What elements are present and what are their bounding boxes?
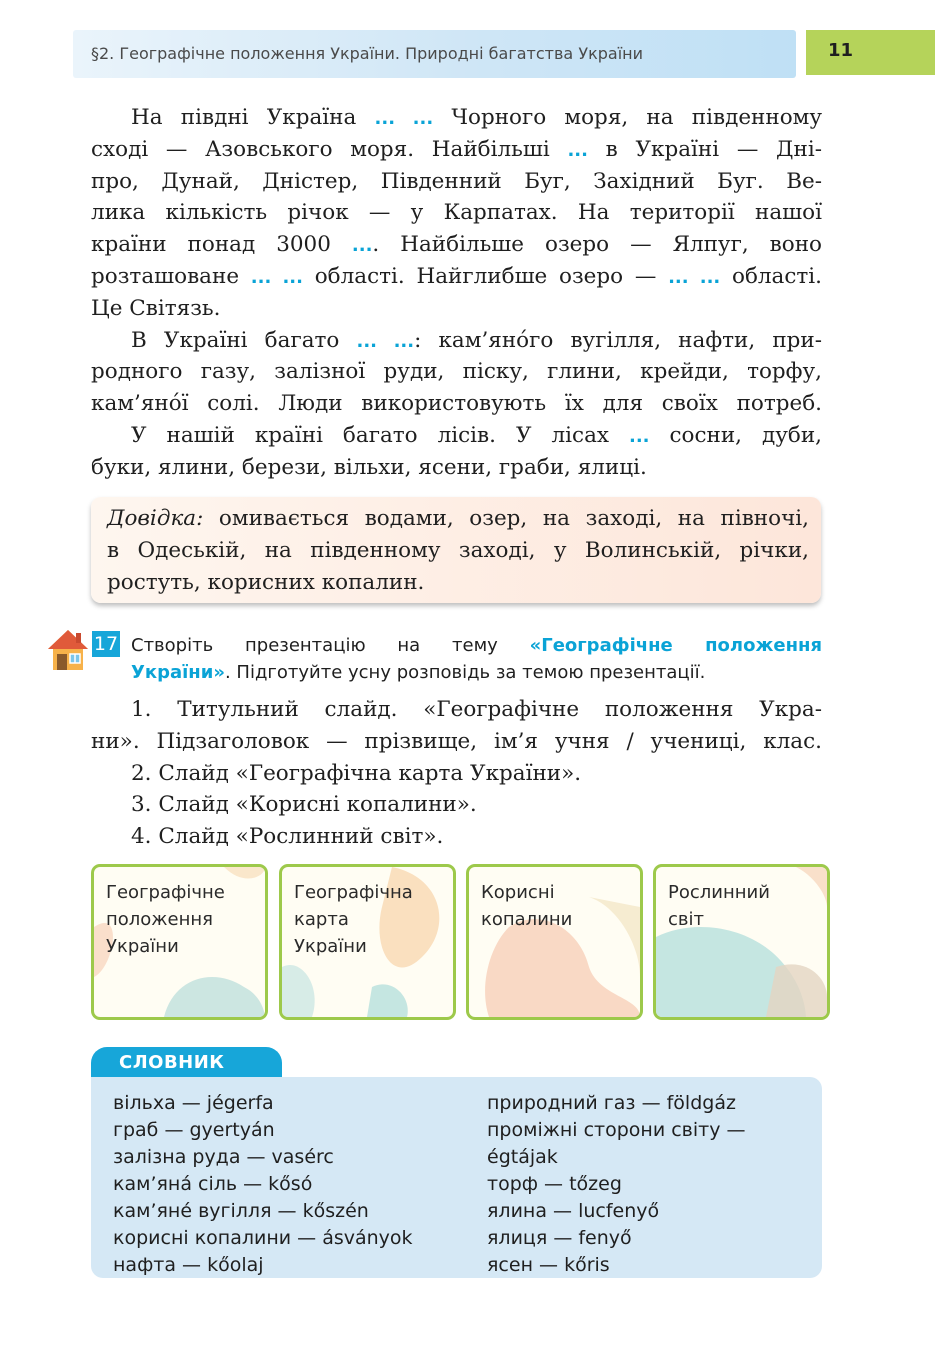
slide-card-minerals — [466, 864, 643, 1020]
dictionary-box — [91, 1077, 822, 1278]
dictionary-entry: нафта — kőolaj — [113, 1254, 264, 1276]
section-title: §2. Географічне положення України. Природні багатства України — [91, 44, 643, 63]
passage-line: У нашій країні багато лісів. У лісах ... сосни, дуби, — [131, 422, 822, 448]
passage-line: розташоване ... ... області. Найглибше озеро — ... ... області. — [91, 263, 823, 289]
slide-card-title — [91, 864, 268, 1020]
section-header — [73, 30, 796, 78]
blank-dots: ... ... — [250, 266, 303, 288]
passage-line: кам’яно́ї солі. Люди використовують їх для своїх потреб. — [91, 391, 822, 417]
dictionary-tab — [91, 1047, 282, 1080]
hint-line: в Одеській, на південному заході, у Волинській, річки, — [107, 537, 809, 563]
passage-line: лика кількість річок — у Карпатах. На території нашої — [91, 200, 822, 226]
page-number: 11 — [828, 40, 854, 61]
slide-card-label: Рослинний світ — [668, 882, 770, 930]
dictionary-entry: вільха — jégerfa — [113, 1092, 274, 1114]
dictionary-entry: ялина — lucfenyő — [487, 1200, 660, 1222]
dictionary-entry: торф — tőzeg — [487, 1173, 622, 1195]
task-steps — [91, 694, 822, 853]
dictionary-entry: природний газ — földgáz — [487, 1092, 736, 1114]
blank-dots: ... ... — [374, 108, 434, 129]
slide-card-label: Корисні копалини — [481, 882, 573, 930]
slide-card-label: Географічна карта України — [294, 882, 413, 957]
passage-line: країни понад 3000 .... Найбільше озеро — Ялпуг, воно — [91, 232, 822, 258]
dictionary-entry: проміжні сторони світу — — [487, 1119, 746, 1141]
page-number-badge — [806, 30, 935, 75]
slide-card-map — [279, 864, 456, 1020]
task-number: 17 — [93, 633, 119, 655]
task-instruction: Створіть презентацію на тему «Географічне положення України». Підготуйте усну розповідь за темою презентації. — [131, 635, 822, 683]
step-line: 3. Слайд «Корисні копалини». — [131, 792, 477, 818]
step-line: ни». Підзаголовок — прізвище, ім’я учня / учениці, клас. — [91, 728, 822, 754]
blank-dots: ... — [567, 139, 588, 161]
passage-line: На півдні Україна ... ... Чорного моря, на південному — [131, 105, 823, 130]
passage-line: про, Дунай, Дністер, Південний Буг, Західний Буг. Ве- — [91, 168, 822, 194]
dictionary-entry: кам’яна́ сіль — kősó — [113, 1173, 313, 1195]
passage-line: Це Світязь. — [91, 295, 221, 321]
step-line: 4. Слайд «Рослинний світ». — [131, 824, 444, 850]
passage-line: В Україні багато ... ...: кам’яно́го вугілля, нафти, при- — [131, 327, 823, 353]
dictionary-entry: залізна руда — vasérc — [113, 1146, 334, 1168]
hint-line: Довідка: омивається водами, озер, на заході, на півночі, — [107, 506, 809, 531]
task-topic: «Географічне положення — [529, 635, 822, 656]
step-line: 2. Слайд «Географічна карта України». — [131, 760, 582, 786]
dictionary-entry: кам’яне́ вугілля — kőszén — [113, 1200, 369, 1222]
blank-dots: ... — [629, 425, 650, 447]
house-icon — [46, 627, 90, 673]
dictionary-left-column — [113, 1090, 413, 1279]
dictionary-entry: ясен — kőris — [487, 1254, 610, 1276]
slide-card-label: Географічне положення України — [106, 882, 225, 957]
blank-dots: ... ... — [356, 330, 415, 352]
step-line: 1. Титульний слайд. «Географічне положення Укра- — [131, 697, 822, 722]
dictionary-right-column — [487, 1090, 746, 1279]
hint-label: Довідка: — [107, 506, 204, 531]
passage-line: родного газу, залізної руди, піску, глини, крейди, торфу, — [91, 359, 822, 385]
blank-dots: ... ... — [668, 266, 721, 288]
slide-cards — [91, 864, 829, 1020]
blank-dots: ... — [351, 235, 373, 257]
dictionary-entry: égtájak — [487, 1146, 558, 1168]
slide-card-plants — [653, 864, 830, 1020]
dictionary-title: СЛОВНИК — [119, 1052, 225, 1073]
passage — [91, 102, 822, 484]
hint-box — [91, 497, 821, 603]
passage-line: сході — Азовського моря. Найбільші ... в Україні — Дні- — [91, 136, 822, 162]
dictionary-entry: корисні копалини — ásványok — [113, 1227, 413, 1249]
hint-line: ростуть, корисних копалин. — [107, 569, 425, 595]
passage-line: буки, ялини, берези, вільхи, ясени, граби, ялиці. — [91, 454, 647, 480]
dictionary-entry: граб — gyertyán — [113, 1119, 275, 1141]
dictionary-entry: ялиця — fenyő — [487, 1227, 632, 1249]
hint-text — [107, 503, 809, 598]
